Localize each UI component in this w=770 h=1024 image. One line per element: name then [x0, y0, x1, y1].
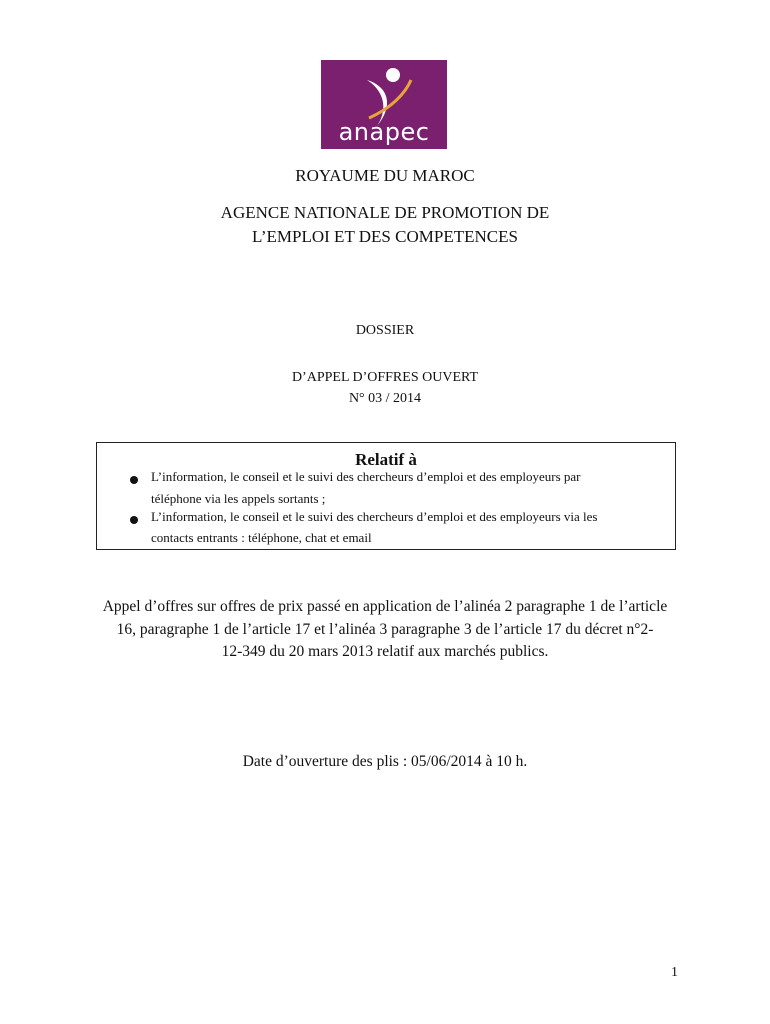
scope-item-1-line-1: L’information, le conseil et le suivi des chercheurs d’emploi et des employeurs par [151, 469, 581, 484]
dossier-label: DOSSIER [355, 323, 415, 338]
legal-basis-line-3: 12-349 du 20 mars 2013 relatif aux marchés publics. [221, 643, 549, 660]
legal-basis-line-2: 16, paragraphe 1 de l’article 17 et l’alinéa 3 paragraphe 3 de l’article 17 du décret n°2- [116, 621, 654, 638]
agency-name-line-2: L’EMPLOI ET DES COMPETENCES [252, 227, 518, 246]
dossier-type: D’APPEL D’OFFRES OUVERT [291, 370, 479, 385]
page-number: 1 [671, 965, 678, 980]
anapec-wordmark: anapec [338, 118, 430, 146]
scope-item-1-line-2: téléphone via les appels sortants ; [151, 491, 326, 506]
scope-box [96, 442, 676, 550]
agency-name-line-1: AGENCE NATIONALE DE PROMOTION DE [220, 203, 550, 222]
kingdom-title: ROYAUME DU MAROC [295, 166, 475, 185]
scope-heading: Relatif à [355, 450, 417, 469]
bullet-icon [130, 516, 138, 524]
scope-item-2-line-2: contacts entrants : téléphone, chat et email [151, 530, 372, 545]
anapec-logo [321, 60, 447, 149]
dossier-number: N° 03 / 2014 [348, 391, 422, 406]
legal-basis-line-1: Appel d’offres sur offres de prix passé en application de l’alinéa 2 paragraphe 1 de l’article [102, 598, 668, 615]
scope-item-2-line-1: L’information, le conseil et le suivi des chercheurs d’emploi et des employeurs via les [151, 509, 598, 524]
bullet-icon [130, 476, 138, 484]
opening-date: Date d’ouverture des plis : 05/06/2014 à 10 h. [242, 753, 528, 770]
